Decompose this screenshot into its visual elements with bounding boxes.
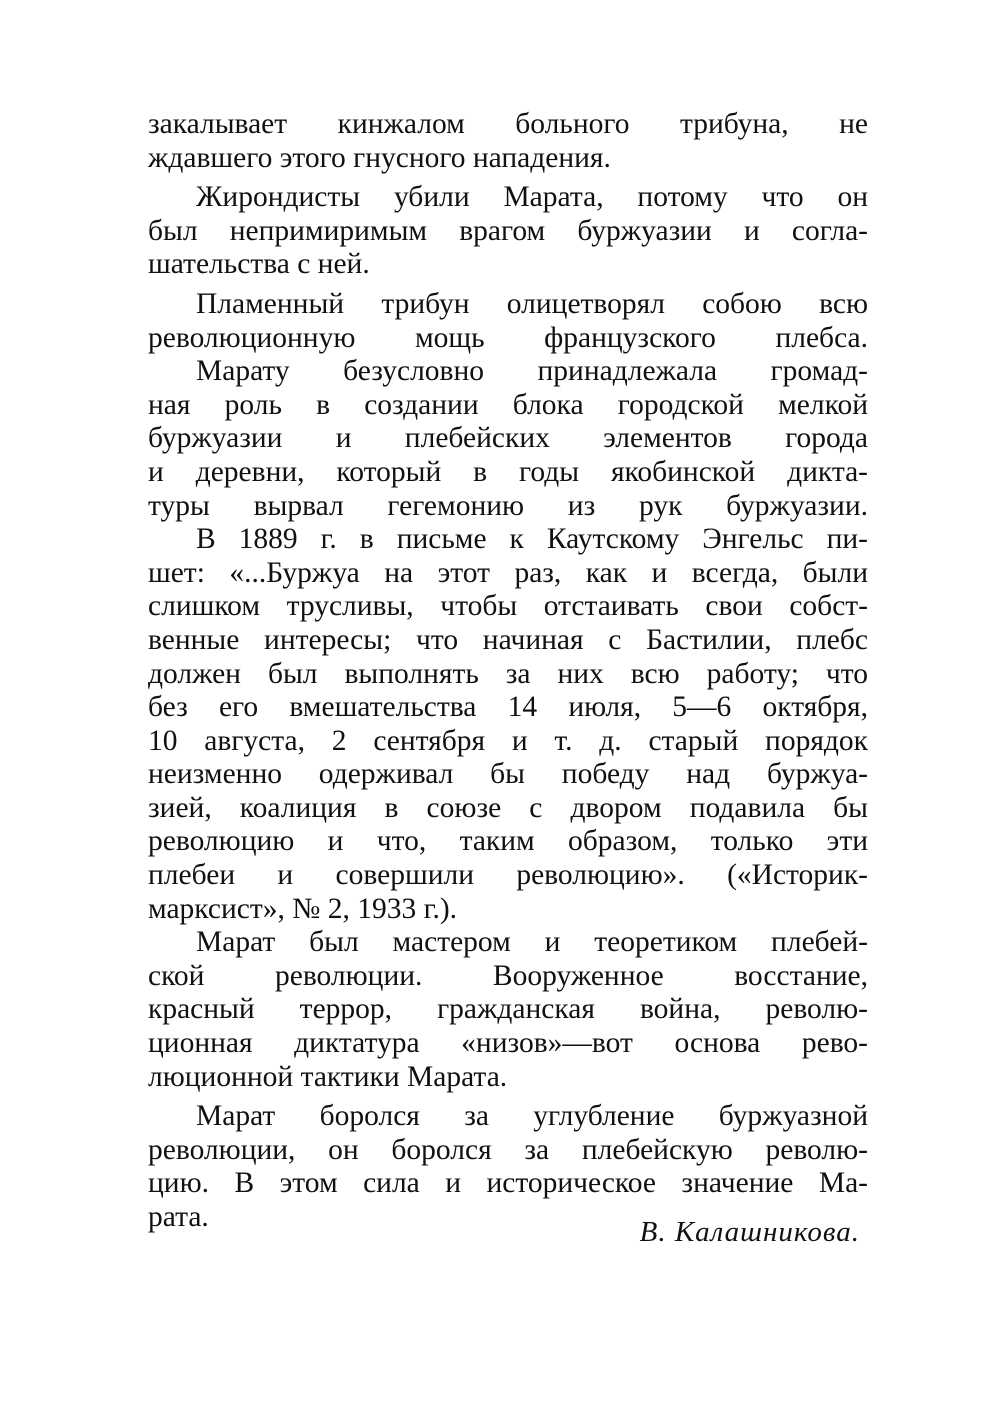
text-line: революционную мощь французского плебса. xyxy=(148,321,868,354)
text-line: революции, он боролся за плебейскую револю- xyxy=(148,1133,868,1166)
text-line: венные интересы; что начиная с Бастилии, плебс xyxy=(148,623,868,656)
text-line: шательства с ней. xyxy=(148,248,370,281)
text-line: люционной тактики Марата. xyxy=(148,1060,508,1093)
paragraph-1 xyxy=(148,108,868,175)
text-line: шет: «...Буржуа на этот раз, как и всегда, были xyxy=(148,556,868,589)
text-line: туры вырвал гегемонию из рук буржуазии. xyxy=(148,489,868,522)
text-line: должен был выполнять за них всю работу; что xyxy=(148,657,868,690)
paragraph-2 xyxy=(148,181,868,282)
text-line: марксист», № 2, 1933 г.). xyxy=(148,892,458,925)
text-line: Марат был мастером и теоретиком плебей- xyxy=(196,926,868,959)
text-line: без его вмешательства 14 июля, 5—6 октября, xyxy=(148,691,868,724)
text-line: Марату безусловно принадлежала громад- xyxy=(196,355,868,388)
paragraph-4 xyxy=(148,355,868,523)
text-line: зией, коалиция в союзе с двором подавила бы xyxy=(148,791,868,824)
text-line: рата. xyxy=(148,1201,209,1233)
text-line: плебеи и совершили революцию». («Историк- xyxy=(148,859,868,892)
text-line: цию. В этом сила и историческое значение Ма- xyxy=(148,1167,868,1200)
text-line: буржуазии и плебейских элементов города xyxy=(148,422,868,455)
text-line: и деревни, который в годы якобинской дикта- xyxy=(148,455,868,488)
text-line: Марат боролся за углубление буржуазной xyxy=(196,1100,868,1133)
text-line: 10 августа, 2 сентября и т. д. старый порядок xyxy=(148,724,868,757)
text-line: революцию и что, таким образом, только эти xyxy=(148,825,868,858)
paragraph-6 xyxy=(148,926,868,1094)
page-body xyxy=(148,108,868,1235)
text-line: Пламенный трибун олицетворял собою всю xyxy=(196,287,868,320)
text-line: был непримиримым врагом буржуазии и согла- xyxy=(148,214,868,247)
text-line: ционная диктатура «низов»—вот основа рево- xyxy=(148,1027,868,1060)
paragraph-7 xyxy=(148,1100,868,1234)
author-signature: В. Калашникова. xyxy=(639,1216,860,1248)
text-line: ской революции. Вооруженное восстание, xyxy=(148,959,868,992)
text-line: закалывает кинжалом больного трибуна, не xyxy=(148,108,868,140)
text-line: ная роль в создании блока городской мелкой xyxy=(148,388,868,421)
paragraph-5-quote xyxy=(148,523,868,926)
text-line: В 1889 г. в письме к Каутскому Энгельс пи- xyxy=(196,523,868,556)
text-line: ждавшего этого гнусного нападения. xyxy=(148,141,611,174)
paragraph-3 xyxy=(148,288,868,355)
text-line: слишком трусливы, чтобы отстаивать свои собст- xyxy=(148,590,868,623)
text-line: неизменно одерживал бы победу над буржуа- xyxy=(148,758,868,791)
text-line: красный террор, гражданская война, револю- xyxy=(148,993,868,1026)
text-line: Жирондисты убили Марата, потому что он xyxy=(196,181,868,214)
